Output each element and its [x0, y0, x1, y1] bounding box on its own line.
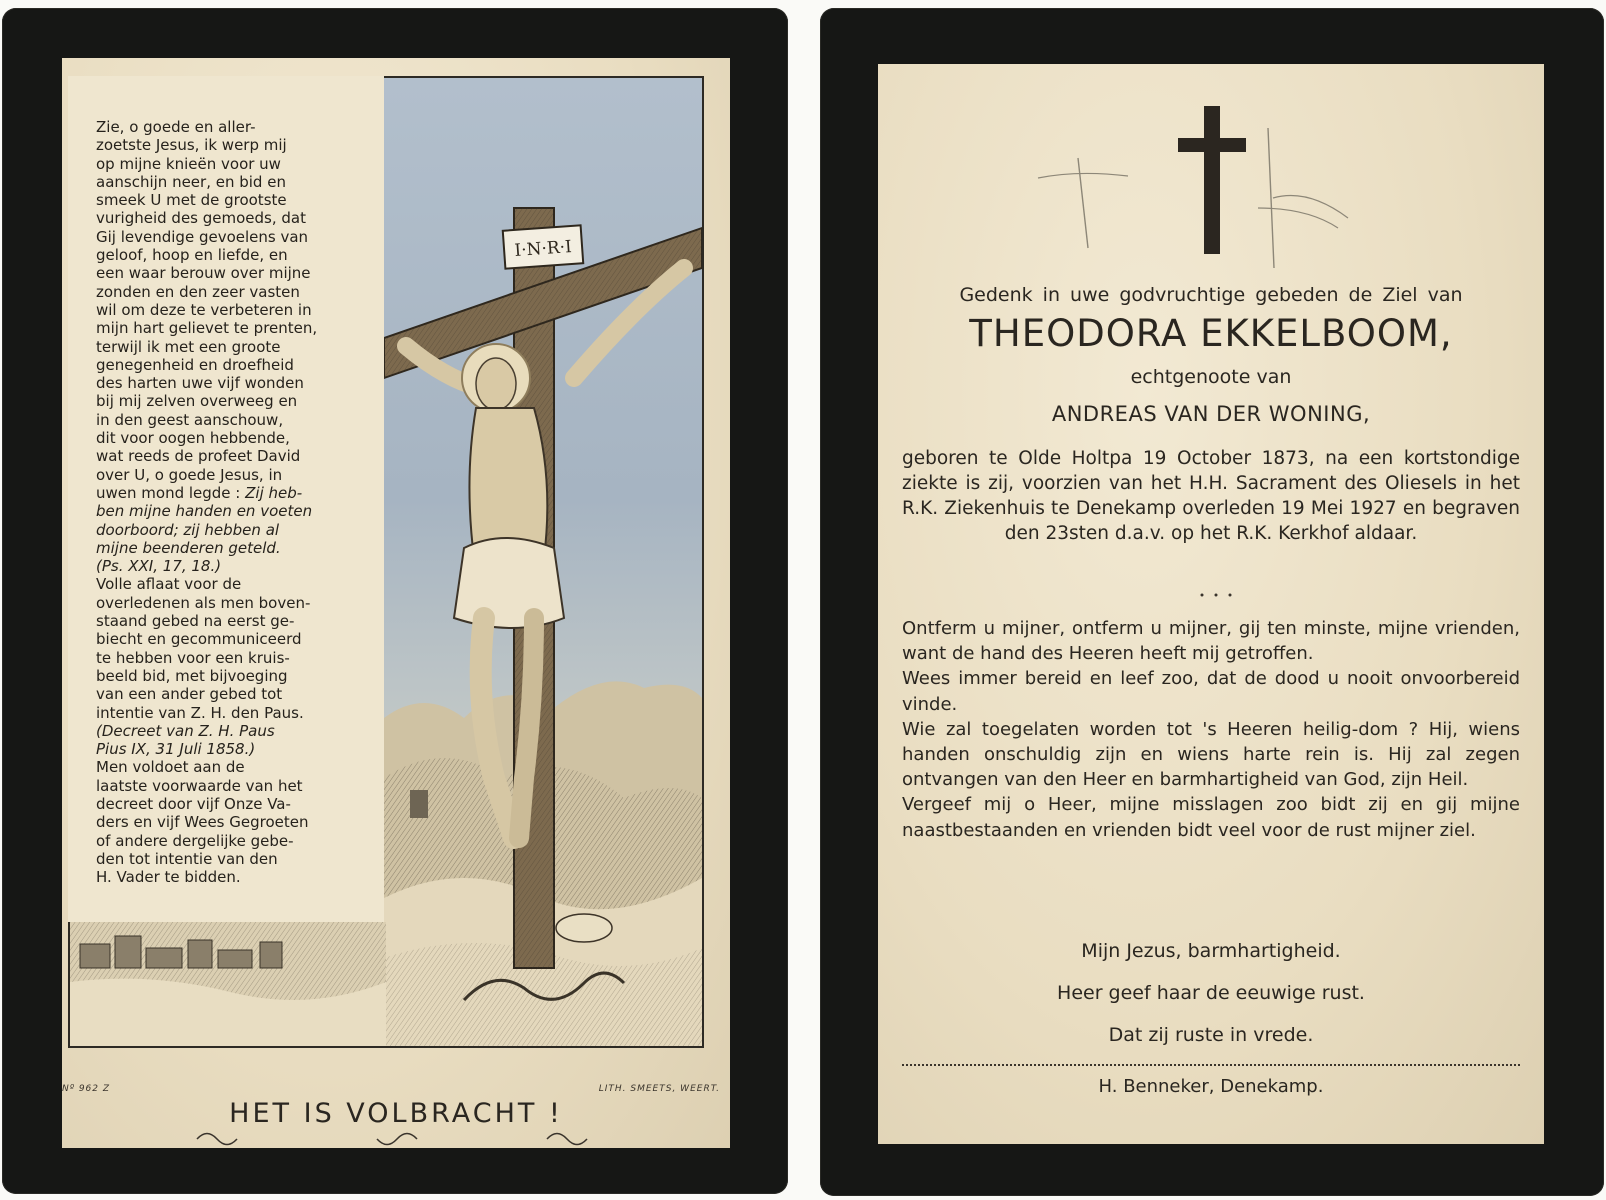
decree-reference: (Decreet van Z. H. Paus Pius IX, 31 Juli 1858.): [96, 721, 275, 759]
left-card-border: [2, 8, 788, 1194]
dotted-divider: [902, 1064, 1520, 1066]
crucifix-illustration: [384, 78, 702, 1046]
biography-paragraph: geboren te Olde Holtpa 19 October 1873, na een kortstondige ziekte is zij, voorzien van het H.H. Sacrament des Oliesels in het R.K. Ziekenhuis te Denekamp overleden 19 Mei 1927 en begraven den 23sten d.a.v. op het R.K. Kerkhof aldaar.: [902, 448, 1520, 544]
landscape-strip-illustration: [70, 922, 386, 1046]
relation-line: echtgenoote van: [1130, 366, 1292, 388]
printer-credit: H. Benneker, Denekamp.: [1098, 1076, 1324, 1097]
prayer-column: [68, 76, 386, 922]
right-card-border: [820, 8, 1604, 1196]
cross-icon: [1178, 106, 1246, 254]
prayer: Zie, o goede en aller- zoetste Jesus, ik werp mij op mijne knieën voor uw aanschijn neer, en bid en smeek U met de grootste vurigheid des gemoeds, dat Gij levendige gevoelens van geloof, hoop en liefde, en een waar berouw over mijne zonden en den zeer vasten wil om deze te verbeteren in mijn hart gelievet te prenten, terwijl ik met een groote genegenheid en droefheid des harten uwe vijf wonden bij mij zelven overweeg en in den geest aanschouw, dit voor oogen hebbende, wat reeds de profeet David over U, o goede Jesus, in uwen mond legde :: [96, 118, 318, 502]
indulgence-text: Volle aflaat voor de overledenen als men boven- staand gebed na eerst ge- biecht en gecommuniceerd te hebben voor een kruis- beeld bid, met bijvoeging van een ander gebed tot intentie van Z. H. den Paus.: [96, 575, 311, 722]
prayer-text-block: [96, 118, 354, 886]
cross-inscription: I·N·R·I: [513, 237, 573, 261]
lithographer-credit: LITH. SMEETS, WEERT.: [598, 1084, 720, 1094]
motto-heading: HET IS VOLBRACHT !: [229, 1098, 563, 1129]
left-card-paper: [62, 58, 730, 1148]
closing-line-3: Dat zij ruste in vrede.: [1108, 1024, 1314, 1046]
divider-ornament-icon: [1196, 592, 1236, 598]
condition-text: Men voldoet aan de laatste voorwaarde van het decreet door vijf Onze Va- ders en vijf Wees Gegroeten of andere dergelijke gebe- den tot intentie van den H. Vader te bidden.: [96, 758, 309, 887]
closing-line-2: Heer geef haar de eeuwige rust.: [1057, 982, 1365, 1004]
flourish-ornament-icon: [177, 1126, 607, 1152]
intro-line: Gedenk in uwe godvruchtige gebeden de Ziel van: [959, 284, 1463, 306]
verses-paragraphs: Ontferm u mijner, ontferm u mijner, gij ten minste, mijne vrienden, want de hand des Heeren heeft mij getroffen. Wees immer bereid en leef zoo, dat de dood u nooit onvoorbereid vinde. Wie zal toegelaten worden tot 's Heeren heilig-dom ? Hij, wiens handen onschuldig zijn en wiens harte rein is. Hij zal zegen ontvangen van den Heer en barmhartigheid van God, zijn Heil. Vergeef mij o Heer, mijne misslagen zoo bidt zij en gij mijne naastbestaanden en vrienden bidt veel voor de rust mijner ziel.: [902, 618, 1520, 841]
closing-line-1: Mijn Jezus, barmhartigheid.: [1081, 940, 1341, 962]
prayer-quote: Zij heb- ben mijne handen en voeten doorboord; zij hebben al mijne beenderen geteld. (Ps. XXI, 17, 18.): [96, 483, 313, 576]
print-number: Nº 962 Z: [62, 1084, 111, 1094]
deceased-name: THEODORA EKKELBOOM,: [969, 312, 1453, 355]
right-card-paper: [878, 64, 1544, 1144]
spouse-name: ANDREAS VAN DER WONING,: [1051, 402, 1371, 426]
